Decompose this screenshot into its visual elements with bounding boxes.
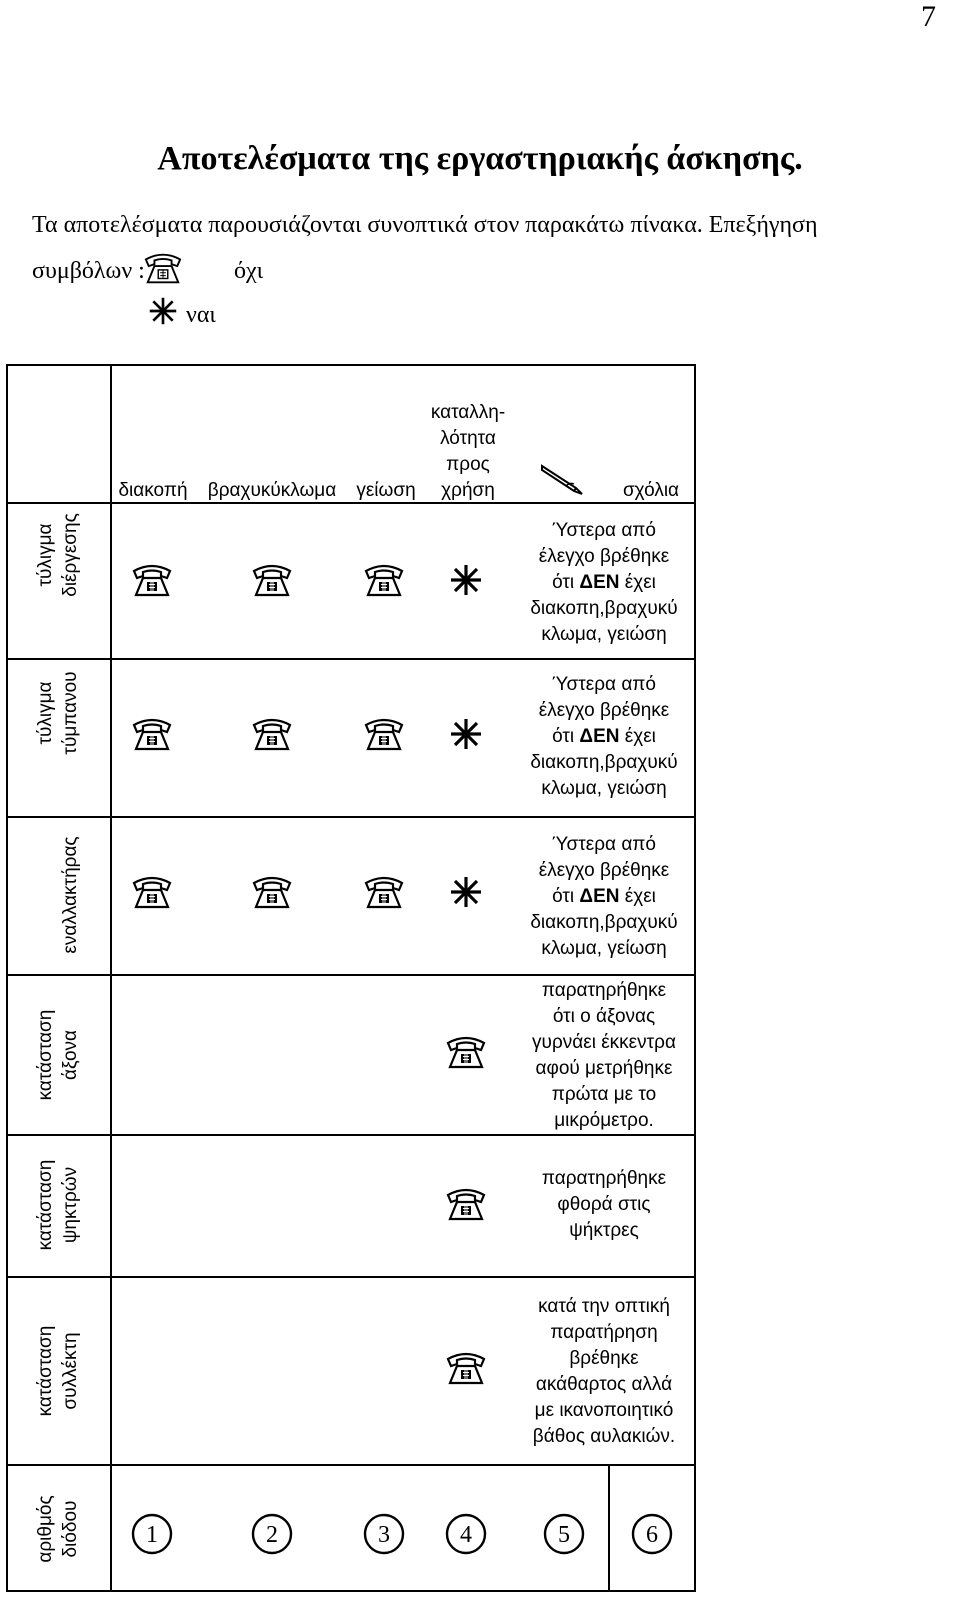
telephone-icon: [250, 713, 294, 755]
row-label-diode-number: αριθμός διόδου: [35, 1495, 81, 1563]
table-border-left: [6, 364, 8, 1592]
header-ground: γείωση: [356, 480, 416, 501]
row-divider: [6, 1464, 696, 1466]
row-divider: [6, 816, 696, 818]
header-short-circuit: βραχυκύκλωμα: [207, 480, 337, 501]
row-divider: [6, 658, 696, 660]
telephone-icon: [362, 559, 406, 601]
comment-row-4: παρατηρήθηκε ότι ο άξονας γυρνάει έκκεντρα αφού μετρήθηκε πρώτα με το μικρόμετρο.: [532, 980, 676, 1131]
header-comments: σχόλια: [622, 480, 680, 501]
footer-divider: [608, 1464, 610, 1592]
row-label-shaft-condition: κατάσταση άξονα: [35, 1009, 81, 1101]
page-title: Αποτελέσματα της εργαστηριακής άσκησης.: [157, 140, 803, 177]
asterisk-icon: [449, 875, 483, 909]
svg-text:4: 4: [460, 1522, 472, 1548]
legend-label: συμβόλων :: [32, 258, 145, 284]
diode-number-5: [542, 1512, 590, 1560]
comment-row-3: Ύστερα από έλεγχο βρέθηκε ότι ΔΕΝ έχει διακοπη,βραχυκύ κλωμα, γείωση: [530, 834, 678, 959]
telephone-icon: [362, 871, 406, 913]
comment-bold-line: ότι ΔΕΝ έχει: [552, 572, 656, 593]
telephone-icon: [130, 713, 174, 755]
svg-text:2: 2: [266, 1522, 278, 1548]
header-usability: καταλλη- λότητα προς χρήση: [430, 402, 506, 501]
page-number: 7: [921, 0, 936, 33]
comment-row-5: παρατηρήθηκε φθορά στις ψήκτρες: [541, 1168, 667, 1241]
asterisk-icon: [449, 563, 483, 597]
diode-number-3: [362, 1512, 410, 1560]
row-divider: [6, 1134, 696, 1136]
telephone-icon: [444, 1183, 488, 1225]
row-label-brushes-condition: κατάσταση ψηκτρών: [35, 1159, 81, 1251]
svg-text:6: 6: [646, 1522, 658, 1548]
svg-text:3: 3: [378, 1522, 390, 1548]
legend-yes-text: ναι: [186, 302, 216, 328]
comment-row-6: κατά την οπτική παρατήρηση βρέθηκε ακάθαρτος αλλά με ικανοποιητικό βάθος αυλακιών.: [532, 1296, 676, 1447]
comment-row-1: Ύστερα από έλεγχο βρέθηκε ότι ΔΕΝ έχει διακοπη,βραχυκύ κλωμα, γειώση: [516, 518, 692, 648]
pencil-icon: [540, 462, 584, 496]
comment-row-2: Ύστερα από έλεγχο βρέθηκε ότι ΔΕΝ έχει διακοπη,βραχυκύ κλωμα, γειώση: [530, 674, 678, 799]
svg-text:1: 1: [146, 1522, 158, 1548]
label-column-divider: [110, 364, 112, 1592]
row-label-armature-winding: τύλιγμα διέργεσης: [35, 513, 81, 597]
telephone-icon: [444, 1031, 488, 1073]
row-divider: [6, 1276, 696, 1278]
telephone-icon: [362, 713, 406, 755]
diode-number-1: [130, 1512, 178, 1560]
telephone-icon: [130, 871, 174, 913]
diode-number-2: [250, 1512, 298, 1560]
telephone-icon: [444, 1347, 488, 1389]
row-label-alternator: εναλλακτήρας: [60, 836, 81, 954]
asterisk-icon: [449, 717, 483, 751]
telephone-icon: [250, 871, 294, 913]
diode-number-6: [630, 1512, 678, 1560]
row-label-drum-winding: τύλιγμα τύμπανου: [35, 671, 81, 755]
telephone-icon: [130, 559, 174, 601]
table-border-right: [694, 364, 696, 1592]
diode-number-4: [444, 1512, 492, 1560]
row-label-commutator-condition: κατάσταση συλλέκτη: [35, 1325, 81, 1417]
header-break: διακοπή: [118, 480, 188, 501]
legend-no-text: όχι: [234, 258, 264, 284]
telephone-icon: [250, 559, 294, 601]
intro-text: Τα αποτελέσματα παρουσιάζονται συνοπτικά στον παρακάτω πίνακα. Επεξήγηση: [32, 212, 818, 238]
svg-text:5: 5: [558, 1522, 570, 1548]
row-divider: [6, 974, 696, 976]
